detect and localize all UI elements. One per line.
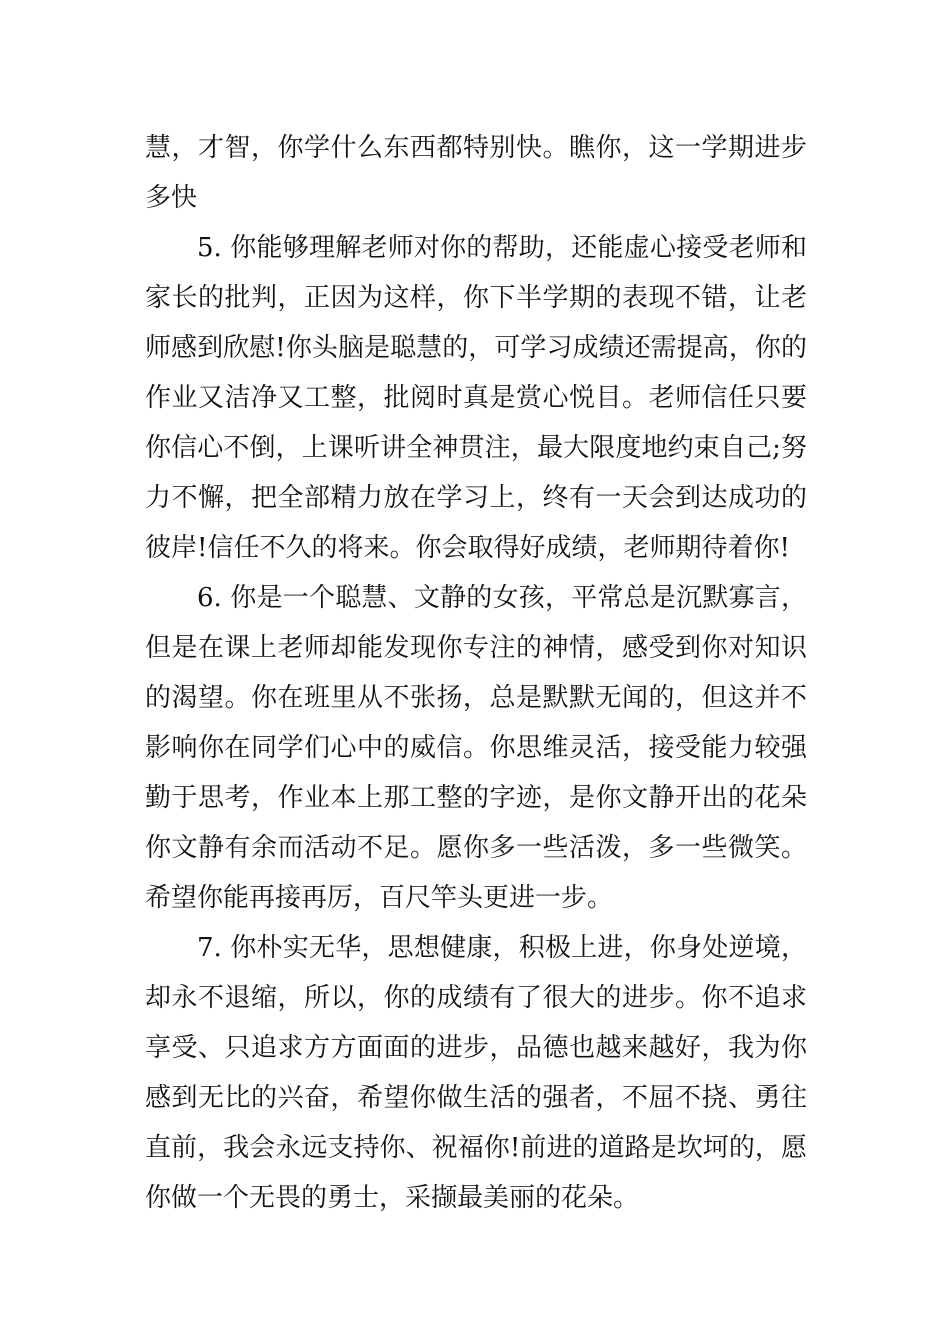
text-line: 家长的批判，正因为这样，你下半学期的表现不错，让老: [145, 283, 807, 313]
paragraph-start-line: 7. 你朴实无华，思想健康，积极上进，你身处逆境，: [197, 933, 807, 963]
text-line: 希望你能再接再厉，百尺竿头更进一步。: [145, 883, 614, 913]
text-line: 你做一个无畏的勇士，采撷最美丽的花朵。: [145, 1183, 640, 1213]
text-line: 享受、只追求方方面面的进步，品德也越来越好，我为你: [145, 1033, 807, 1063]
text-line: 作业又洁净又工整，批阅时真是赏心悦目。老师信任只要: [145, 383, 807, 413]
text-line: 感到无比的兴奋，希望你做生活的强者，不屈不挠、勇往: [145, 1083, 807, 1113]
document-body: [145, 123, 807, 1223]
text-line: 你文静有余而活动不足。愿你多一些活泼，多一些微笑。: [145, 833, 807, 863]
text-line: 多快: [145, 183, 198, 213]
text-line: 影响你在同学们心中的威信。你思维灵活，接受能力较强: [145, 733, 807, 763]
text-line: 的渴望。你在班里从不张扬，总是默默无闻的，但这并不: [145, 683, 807, 713]
text-line: 慧，才智，你学什么东西都特别快。瞧你，这一学期进步: [145, 133, 807, 163]
text-line: 直前，我会永远支持你、祝福你!前进的道路是坎坷的，愿: [145, 1133, 807, 1163]
paragraph-start-line: 5. 你能够理解老师对你的帮助，还能虚心接受老师和: [197, 233, 807, 263]
text-line: 但是在课上老师却能发现你专注的神情，感受到你对知识: [145, 633, 807, 663]
text-line: 师感到欣慰!你头脑是聪慧的，可学习成绩还需提高，你的: [145, 333, 807, 363]
paragraph-start-line: 6. 你是一个聪慧、文静的女孩，平常总是沉默寡言，: [197, 583, 807, 613]
text-line: 勤于思考，作业本上那工整的字迹，是你文静开出的花朵: [145, 783, 807, 813]
text-line: 却永不退缩，所以，你的成绩有了很大的进步。你不追求: [145, 983, 807, 1013]
text-line: 彼岸!信任不久的将来。你会取得好成绩，老师期待着你!: [145, 533, 790, 563]
text-line: 你信心不倒，上课听讲全神贯注，最大限度地约束自己;努: [145, 433, 807, 463]
text-line: 力不懈，把全部精力放在学习上，终有一天会到达成功的: [145, 483, 807, 513]
